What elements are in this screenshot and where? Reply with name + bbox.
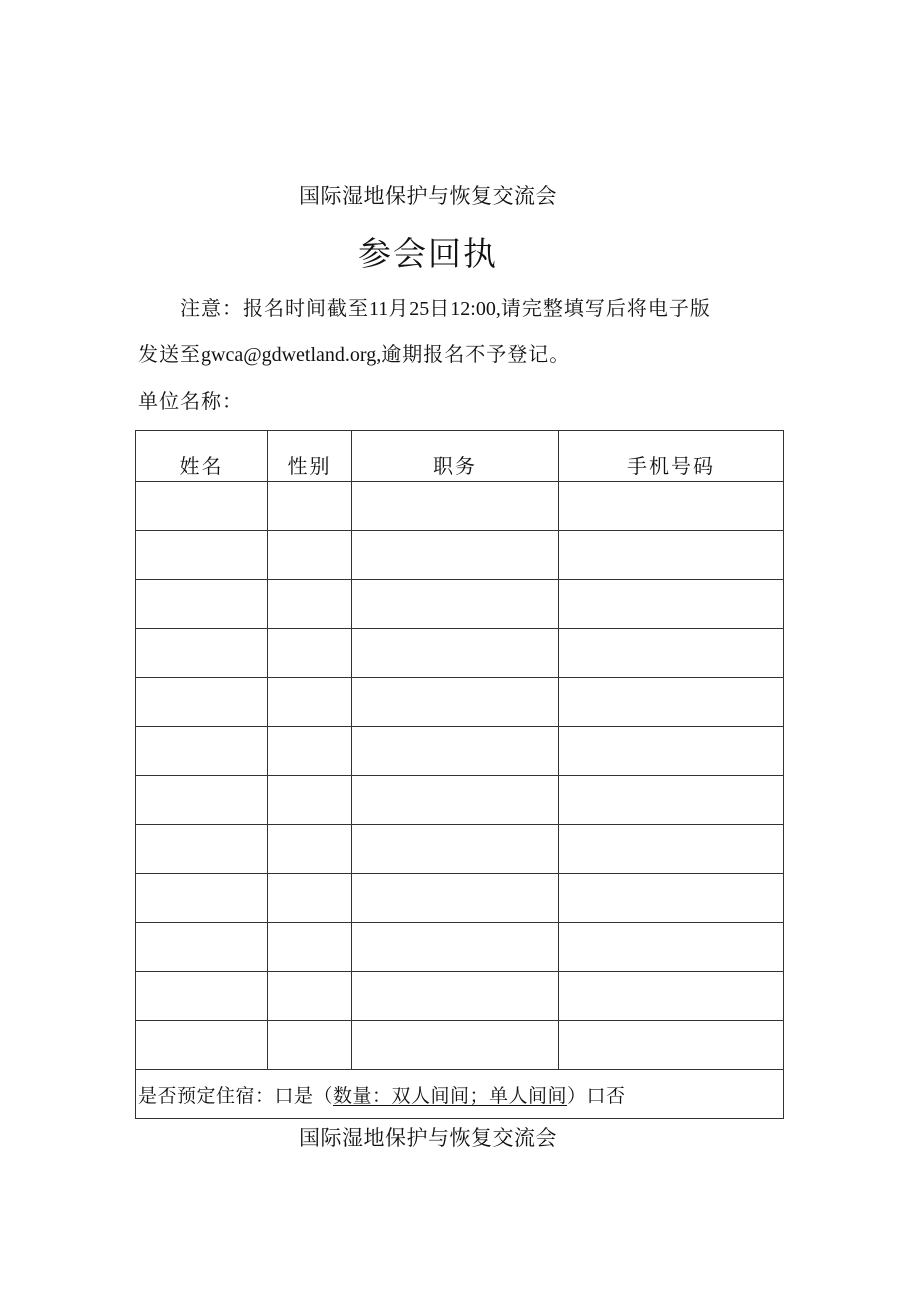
organization-name-label: 单位名称： xyxy=(138,389,243,413)
name-cell[interactable] xyxy=(136,678,268,727)
position-cell[interactable] xyxy=(352,1021,559,1070)
contact-email: gwca@gdwetland.org, xyxy=(201,344,382,366)
gender-cell[interactable] xyxy=(268,923,352,972)
header-name: 姓名 xyxy=(136,431,268,482)
footer-conference-name: 国际湿地保护与恢复交流会 xyxy=(299,1126,557,1150)
phone-cell[interactable] xyxy=(559,825,784,874)
phone-cell[interactable] xyxy=(559,1021,784,1070)
table-row xyxy=(136,629,784,678)
header-phone: 手机号码 xyxy=(559,431,784,482)
position-cell[interactable] xyxy=(352,923,559,972)
notice-text: 发送至 xyxy=(138,342,201,366)
table-row xyxy=(136,1021,784,1070)
page-title: 参会回执 xyxy=(358,234,498,273)
position-cell[interactable] xyxy=(352,727,559,776)
header-gender: 性别 xyxy=(268,431,352,482)
gender-cell[interactable] xyxy=(268,972,352,1021)
phone-cell[interactable] xyxy=(559,482,784,531)
notice-text: 日 xyxy=(429,296,451,320)
position-cell[interactable] xyxy=(352,482,559,531)
table-row xyxy=(136,972,784,1021)
header-position: 职务 xyxy=(352,431,559,482)
gender-cell[interactable] xyxy=(268,678,352,727)
lodging-suffix: ）口否 xyxy=(567,1084,626,1107)
name-cell[interactable] xyxy=(136,531,268,580)
deadline-time: 12:00, xyxy=(450,298,501,320)
deadline-day: 25 xyxy=(409,298,430,320)
name-cell[interactable] xyxy=(136,825,268,874)
position-cell[interactable] xyxy=(352,629,559,678)
notice-text: 逾期报名不予登记。 xyxy=(381,342,571,366)
table-header-row xyxy=(136,431,784,482)
phone-cell[interactable] xyxy=(559,531,784,580)
table-row xyxy=(136,727,784,776)
name-cell[interactable] xyxy=(136,776,268,825)
table-row xyxy=(136,776,784,825)
gender-cell[interactable] xyxy=(268,776,352,825)
notice-text: 请完整填写后将电子版 xyxy=(500,296,711,320)
registration-table xyxy=(135,430,784,1119)
table-row xyxy=(136,825,784,874)
notice-line-2 xyxy=(138,338,570,367)
gender-cell[interactable] xyxy=(268,727,352,776)
notice-text: 月 xyxy=(388,296,410,320)
name-cell[interactable] xyxy=(136,874,268,923)
phone-cell[interactable] xyxy=(559,678,784,727)
name-cell[interactable] xyxy=(136,972,268,1021)
gender-cell[interactable] xyxy=(268,825,352,874)
deadline-month: 11 xyxy=(369,298,389,320)
position-cell[interactable] xyxy=(352,825,559,874)
phone-cell[interactable] xyxy=(559,580,784,629)
name-cell[interactable] xyxy=(136,727,268,776)
position-cell[interactable] xyxy=(352,580,559,629)
gender-cell[interactable] xyxy=(268,874,352,923)
table-row xyxy=(136,531,784,580)
phone-cell[interactable] xyxy=(559,923,784,972)
table-row xyxy=(136,482,784,531)
position-cell[interactable] xyxy=(352,972,559,1021)
lodging-room-count: 数量：双人间间；单人间间 xyxy=(333,1084,568,1107)
position-cell[interactable] xyxy=(352,678,559,727)
table-row xyxy=(136,874,784,923)
gender-cell[interactable] xyxy=(268,482,352,531)
conference-name-header: 国际湿地保护与恢复交流会 xyxy=(299,184,557,208)
table-row xyxy=(136,580,784,629)
table-row xyxy=(136,923,784,972)
gender-cell[interactable] xyxy=(268,1021,352,1070)
lodging-cell xyxy=(136,1070,784,1119)
name-cell[interactable] xyxy=(136,629,268,678)
name-cell[interactable] xyxy=(136,923,268,972)
phone-cell[interactable] xyxy=(559,776,784,825)
phone-cell[interactable] xyxy=(559,727,784,776)
name-cell[interactable] xyxy=(136,1021,268,1070)
table-row xyxy=(136,678,784,727)
position-cell[interactable] xyxy=(352,776,559,825)
gender-cell[interactable] xyxy=(268,580,352,629)
lodging-prefix: 是否预定住宿：口是（ xyxy=(138,1084,334,1107)
position-cell[interactable] xyxy=(352,874,559,923)
position-cell[interactable] xyxy=(352,531,559,580)
phone-cell[interactable] xyxy=(559,629,784,678)
gender-cell[interactable] xyxy=(268,629,352,678)
phone-cell[interactable] xyxy=(559,972,784,1021)
lodging-row xyxy=(136,1070,784,1119)
phone-cell[interactable] xyxy=(559,874,784,923)
notice-line-1 xyxy=(180,292,711,321)
name-cell[interactable] xyxy=(136,482,268,531)
gender-cell[interactable] xyxy=(268,531,352,580)
notice-text: 注意：报名时间截至 xyxy=(180,296,369,320)
name-cell[interactable] xyxy=(136,580,268,629)
